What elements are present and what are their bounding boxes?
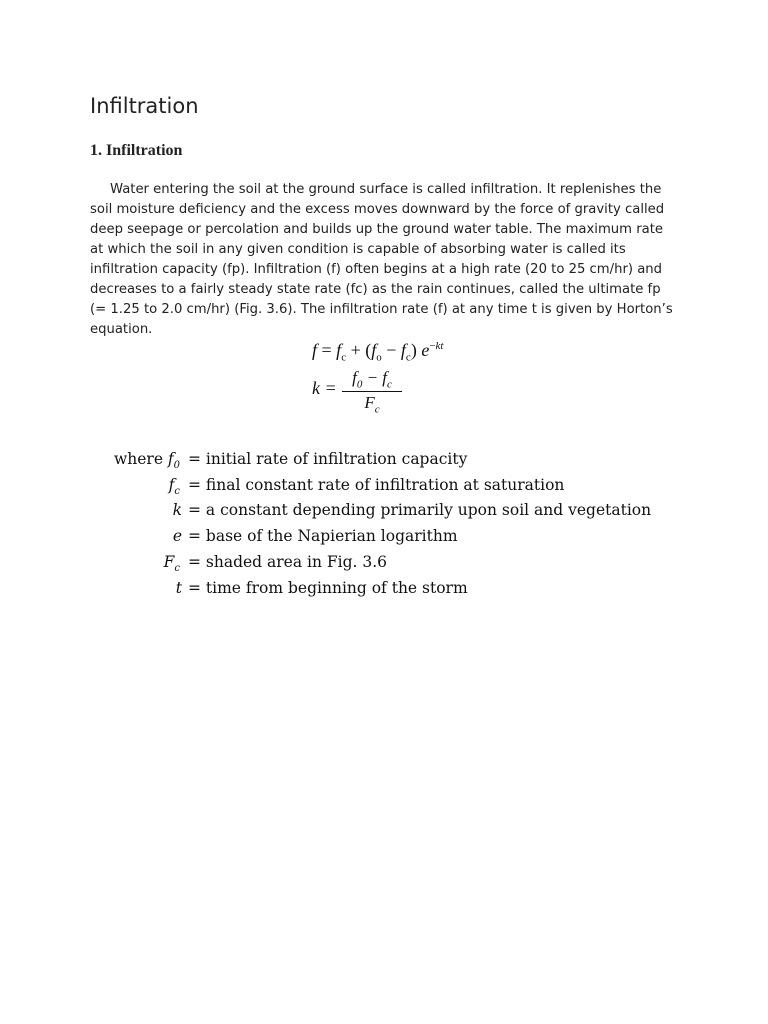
definition-text: = final constant rate of infiltration at saturation (188, 476, 565, 494)
definition-text: = initial rate of infiltration capacity (188, 450, 468, 468)
definition-text: = a constant depending primarily upon soil and vegetation (188, 501, 652, 519)
symbol-e: e (172, 527, 182, 545)
definition-text: = shaded area in Fig. 3.6 (188, 553, 388, 571)
symbol-fc: $f_c$ (168, 476, 180, 498)
fraction-denominator: $F_c$ (364, 393, 380, 416)
definition-text: = time from beginning of the storm (188, 579, 468, 597)
where-label: where (114, 450, 164, 468)
fraction-bar (342, 391, 402, 392)
body-paragraph: Water entering the soil at the ground surface is called infiltration. It replenishes the soil moisture deficiency and the excess moves downward by the force of gravity called deep seepage or percolation and builds up the ground water table. The maximum rate at which the soil in any given condition is capable of absorbing water is called its infiltration capacity (fp). Infiltration (f) often begins at a high rate (20 to 25 cm/hr) and decreases to a fairly steady state rate (fc) as the rain continues, called the ultimate fp (= 1.25 to 2.0 cm/hr) (Fig. 3.6). The infiltration rate (f) at any time t is given by Horton’s equation. (90, 182, 673, 337)
symbol-Fc: $F_c$ (163, 553, 180, 575)
k-equation-lhs: k = (312, 378, 337, 398)
section-heading (90, 142, 182, 160)
horton-equation: $f = f_c + (f_o - f_c)$ $e^{-kt}$ (312, 340, 444, 364)
symbol-t: t (175, 579, 182, 597)
symbol-k: k (172, 501, 182, 519)
k-equation-fraction (342, 368, 402, 416)
fraction-numerator: $f_0 - f_c$ (352, 368, 392, 391)
symbol-f0: $f_0$ (167, 450, 180, 472)
page-title: Infiltration (90, 94, 199, 118)
section-title: Infiltration (106, 142, 183, 159)
definition-text: = base of the Napierian logarithm (188, 527, 458, 545)
section-number: 1. (90, 142, 102, 159)
horton-equation-block (306, 336, 506, 416)
